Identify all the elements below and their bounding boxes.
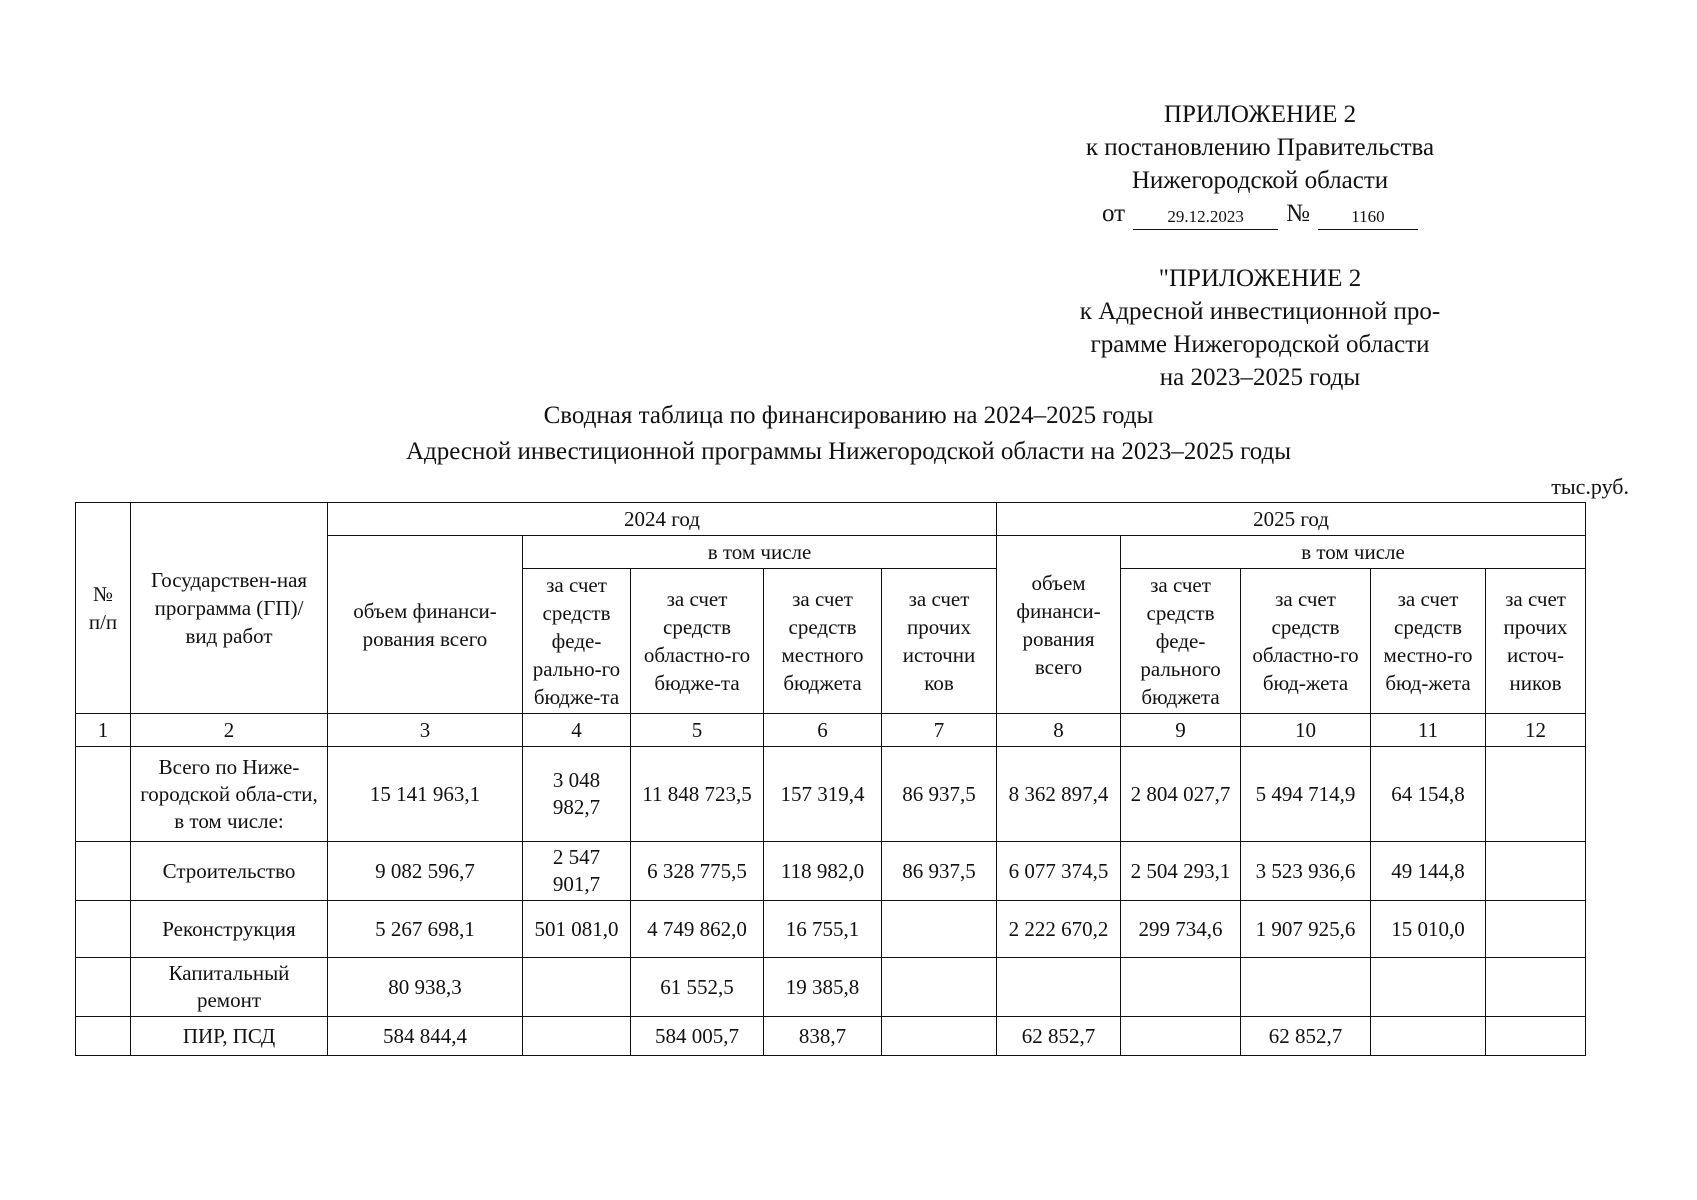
header-regional-2024: за счет средств областно-го бюдже-та — [631, 569, 764, 714]
cell-total-2024: 80 938,3 — [328, 958, 523, 1017]
header-including-2024: в том числе — [523, 536, 997, 569]
unit-label: тыс.руб. — [1551, 474, 1629, 499]
cell-federal-2024 — [523, 958, 631, 1017]
cell-total-2025: 2 222 670,2 — [997, 901, 1121, 958]
cell-other-2025 — [1486, 901, 1586, 958]
cell-total-2024: 584 844,4 — [328, 1017, 523, 1056]
cell-federal-2025: 299 734,6 — [1121, 901, 1241, 958]
column-number: 6 — [764, 714, 882, 747]
header-including-2025: в том числе — [1121, 536, 1586, 569]
appendix-line: к Адресной инвестиционной про- — [1079, 298, 1441, 325]
header-local-2025: за счет средств местно-го бюд-жета — [1371, 569, 1486, 714]
date-prefix: от — [1102, 200, 1126, 227]
header-num: № п/п — [76, 503, 131, 714]
appendix-line: грамме Нижегородской области — [1090, 331, 1430, 358]
header-total-2024: объем финанси-рования всего — [328, 536, 523, 714]
cell-regional-2025: 3 523 936,6 — [1241, 842, 1371, 901]
table-row — [76, 901, 1586, 958]
table-row — [76, 842, 1586, 901]
appendix-resolution-block — [1000, 98, 1520, 230]
cell-name: Капитальный ремонт — [131, 958, 328, 1017]
cell-other-2025 — [1486, 842, 1586, 901]
column-number: 3 — [328, 714, 523, 747]
header-year-2025: 2025 год — [997, 503, 1586, 536]
column-number: 1 — [76, 714, 131, 747]
column-number: 11 — [1371, 714, 1486, 747]
cell-name: Строительство — [131, 842, 328, 901]
financing-table — [75, 502, 1586, 1056]
cell-local-2024: 19 385,8 — [764, 958, 882, 1017]
resolution-date: 29.12.2023 — [1133, 207, 1278, 230]
table-row-total — [76, 747, 1586, 842]
cell-other-2024: 86 937,5 — [882, 842, 997, 901]
cell-federal-2025: 2 804 027,7 — [1121, 747, 1241, 842]
cell-local-2025: 15 010,0 — [1371, 901, 1486, 958]
column-number: 9 — [1121, 714, 1241, 747]
appendix-title: "ПРИЛОЖЕНИЕ 2 — [1158, 265, 1362, 292]
cell-federal-2025 — [1121, 958, 1241, 1017]
cell-regional-2025: 5 494 714,9 — [1241, 747, 1371, 842]
column-number: 8 — [997, 714, 1121, 747]
cell-name: Реконструкция — [131, 901, 328, 958]
appendix-line: к постановлению Правительства — [1085, 134, 1435, 161]
cell-total-2024: 15 141 963,1 — [328, 747, 523, 842]
header-regional-2025: за счет средств областно-го бюд-жета — [1241, 569, 1371, 714]
appendix-program-block — [1000, 262, 1520, 394]
cell-regional-2024: 61 552,5 — [631, 958, 764, 1017]
appendix-line: на 2023–2025 годы — [1159, 364, 1361, 391]
column-number: 2 — [131, 714, 328, 747]
cell-total-2025: 62 852,7 — [997, 1017, 1121, 1056]
header-other-2025: за счет прочих источ-ников — [1486, 569, 1586, 714]
cell-federal-2025 — [1121, 1017, 1241, 1056]
header-total-2025: объем финанси-рования всего — [997, 536, 1121, 714]
cell-regional-2025: 1 907 925,6 — [1241, 901, 1371, 958]
cell-local-2025 — [1371, 958, 1486, 1017]
cell-regional-2024: 584 005,7 — [631, 1017, 764, 1056]
cell-local-2024: 118 982,0 — [764, 842, 882, 901]
cell-federal-2024: 2 547 901,7 — [523, 842, 631, 901]
cell-local-2025: 64 154,8 — [1371, 747, 1486, 842]
cell-total-2024: 5 267 698,1 — [328, 901, 523, 958]
cell-regional-2024: 4 749 862,0 — [631, 901, 764, 958]
cell-local-2025 — [1371, 1017, 1486, 1056]
cell-federal-2024: 3 048 982,7 — [523, 747, 631, 842]
column-number: 7 — [882, 714, 997, 747]
cell-other-2024 — [882, 901, 997, 958]
column-number: 10 — [1241, 714, 1371, 747]
cell-num — [76, 901, 131, 958]
cell-local-2024: 16 755,1 — [764, 901, 882, 958]
cell-local-2025: 49 144,8 — [1371, 842, 1486, 901]
document-title — [0, 398, 1697, 470]
cell-federal-2025: 2 504 293,1 — [1121, 842, 1241, 901]
cell-total-2025: 8 362 897,4 — [997, 747, 1121, 842]
header-other-2024: за счет прочих источни ков — [882, 569, 997, 714]
cell-other-2025 — [1486, 747, 1586, 842]
cell-total-2025 — [997, 958, 1121, 1017]
cell-regional-2024: 11 848 723,5 — [631, 747, 764, 842]
cell-regional-2024: 6 328 775,5 — [631, 842, 764, 901]
table-row — [76, 1017, 1586, 1056]
cell-name: ПИР, ПСД — [131, 1017, 328, 1056]
appendix-line: Нижегородской области — [1131, 167, 1389, 194]
header-program: Государствен-ная программа (ГП)/ вид работ — [131, 503, 328, 714]
header-local-2024: за счет средств местного бюджета — [764, 569, 882, 714]
cell-other-2025 — [1486, 1017, 1586, 1056]
column-number-row — [76, 714, 1586, 747]
cell-other-2024: 86 937,5 — [882, 747, 997, 842]
cell-other-2024 — [882, 1017, 997, 1056]
column-number: 5 — [631, 714, 764, 747]
appendix-title: ПРИЛОЖЕНИЕ 2 — [1163, 101, 1357, 128]
header-federal-2024: за счет средств феде-рально-го бюдже-та — [523, 569, 631, 714]
column-number: 12 — [1486, 714, 1586, 747]
title-line-2: Адресной инвестиционной программы Нижегородской области на 2023–2025 годы — [405, 438, 1292, 465]
number-sign: № — [1286, 200, 1310, 227]
cell-local-2024: 157 319,4 — [764, 747, 882, 842]
cell-num — [76, 958, 131, 1017]
cell-regional-2025 — [1241, 958, 1371, 1017]
cell-federal-2024 — [523, 1017, 631, 1056]
column-number: 4 — [523, 714, 631, 747]
cell-total-2025: 6 077 374,5 — [997, 842, 1121, 901]
table-row — [76, 958, 1586, 1017]
cell-num — [76, 842, 131, 901]
cell-total-2024: 9 082 596,7 — [328, 842, 523, 901]
resolution-number: 1160 — [1318, 207, 1418, 230]
header-year-2024: 2024 год — [328, 503, 997, 536]
cell-federal-2024: 501 081,0 — [523, 901, 631, 958]
resolution-date-line — [1000, 197, 1520, 230]
cell-other-2024 — [882, 958, 997, 1017]
cell-regional-2025: 62 852,7 — [1241, 1017, 1371, 1056]
header-federal-2025: за счет средств феде-рального бюджета — [1121, 569, 1241, 714]
title-line-1: Сводная таблица по финансированию на 2024–2025 годы — [543, 402, 1154, 429]
cell-num — [76, 747, 131, 842]
cell-num — [76, 1017, 131, 1056]
cell-other-2025 — [1486, 958, 1586, 1017]
cell-local-2024: 838,7 — [764, 1017, 882, 1056]
cell-name: Всего по Ниже-городской обла-сти, в том числе: — [131, 747, 328, 842]
